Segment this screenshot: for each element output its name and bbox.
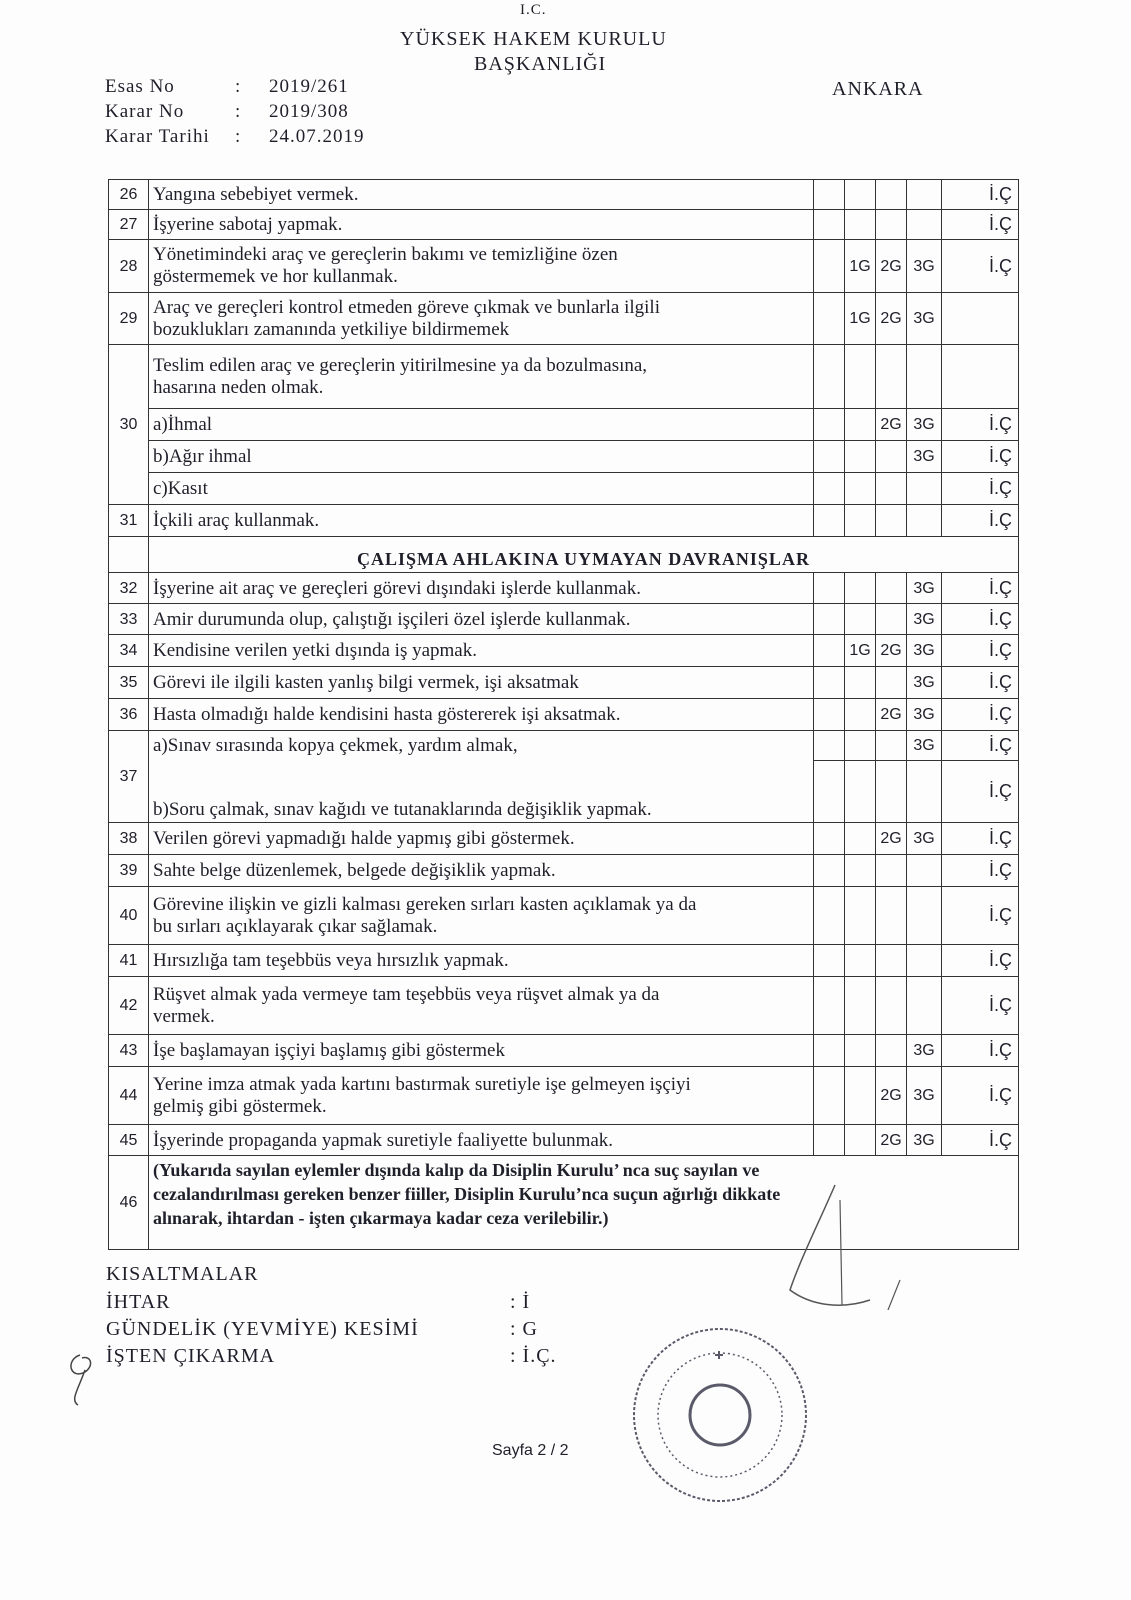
table-row bbox=[109, 635, 1019, 667]
row-text: Teslim edilen araç ve gereçlerin yitirilmesine ya da bozulmasına, hasarına neden olmak. bbox=[149, 345, 814, 409]
penalty-ic: İ.Ç bbox=[942, 855, 1019, 887]
table-row bbox=[109, 1035, 1019, 1067]
row-text: Yönetimindeki araç ve gereçlerin bakımı ve temizliğine özen göstermemek ve hor kullanmak. bbox=[149, 240, 814, 293]
row-text: b)Ağır ihmal bbox=[149, 441, 814, 473]
row-text: Görevine ilişkin ve gizli kalması gereken sırları kasten açıklamak ya da bu sırları açıklayarak çıkar sağlamak. bbox=[149, 887, 814, 945]
row-number: 44 bbox=[109, 1067, 149, 1125]
abbr-item: İHTAR : İ bbox=[106, 1291, 531, 1313]
row-text: c)Kasıt bbox=[149, 473, 814, 505]
table-row bbox=[109, 473, 1019, 505]
row-text: Verilen görevi yapmadığı halde yapmış gibi göstermek. bbox=[149, 823, 814, 855]
penalty-3g: 3G bbox=[907, 635, 942, 667]
penalty-ic: İ.Ç bbox=[942, 505, 1019, 537]
row-number: 35 bbox=[109, 667, 149, 699]
penalty-ic: İ.Ç bbox=[942, 210, 1019, 240]
row-text: Sahte belge düzenlemek, belgede değişiklik yapmak. bbox=[149, 855, 814, 887]
row-number: 27 bbox=[109, 210, 149, 240]
penalty-1g: 1G bbox=[845, 293, 876, 345]
penalty-3g: 3G bbox=[907, 823, 942, 855]
table-row bbox=[109, 1125, 1019, 1156]
table-row bbox=[109, 945, 1019, 977]
row-number: 41 bbox=[109, 945, 149, 977]
penalty-ic: İ.Ç bbox=[942, 1035, 1019, 1067]
penalty-ic: İ.Ç bbox=[942, 699, 1019, 731]
table-row bbox=[109, 855, 1019, 887]
penalty-2g: 2G bbox=[876, 1067, 907, 1125]
penalty-ic: İ.Ç bbox=[942, 945, 1019, 977]
row-number: 29 bbox=[109, 293, 149, 345]
row-text: a)Sınav sırasında kopya çekmek, yardım almak, bbox=[149, 731, 814, 761]
row-text: Yerine imza atmak yada kartını bastırmak suretiyle işe gelmeyen işçiyi gelmiş gibi göstermek. bbox=[149, 1067, 814, 1125]
table-row bbox=[109, 823, 1019, 855]
penalty-3g: 3G bbox=[907, 1035, 942, 1067]
penalty-2g: 2G bbox=[876, 823, 907, 855]
penalty-3g: 3G bbox=[907, 409, 942, 441]
page-number: Sayfa 2 / 2 bbox=[492, 1442, 569, 1459]
penalty-ic: İ.Ç bbox=[942, 761, 1019, 823]
row-number: 33 bbox=[109, 604, 149, 635]
table-row bbox=[109, 977, 1019, 1035]
penalty-2g: 2G bbox=[876, 635, 907, 667]
row-number: 39 bbox=[109, 855, 149, 887]
penalty-ic: İ.Ç bbox=[942, 1125, 1019, 1156]
penalty-ic: İ.Ç bbox=[942, 240, 1019, 293]
table-row bbox=[109, 240, 1019, 293]
city: ANKARA bbox=[832, 78, 924, 100]
penalty-3g: 3G bbox=[907, 731, 942, 761]
row-number: 37 bbox=[109, 731, 149, 823]
meta-karar-tarihi: Karar Tarihi : 24.07.2019 bbox=[105, 126, 365, 147]
row-text: Kendisine verilen yetki dışında iş yapmak. bbox=[149, 635, 814, 667]
penalty-table bbox=[108, 179, 1019, 1250]
penalty-ic: İ.Ç bbox=[942, 1067, 1019, 1125]
official-seal-icon bbox=[620, 1315, 820, 1515]
penalty-2g: 2G bbox=[876, 293, 907, 345]
row-text: İşyerine ait araç ve gereçleri görevi dışındaki işlerde kullanmak. bbox=[149, 573, 814, 604]
penalty-1g: 1G bbox=[845, 240, 876, 293]
row-text: Hırsızlığa tam teşebbüs veya hırsızlık yapmak. bbox=[149, 945, 814, 977]
penalty-3g: 3G bbox=[907, 699, 942, 731]
row-number: 26 bbox=[109, 180, 149, 210]
penalty-ic: İ.Ç bbox=[942, 473, 1019, 505]
table-row bbox=[109, 441, 1019, 473]
abbr-item: İŞTEN ÇIKARMA : İ.Ç. bbox=[106, 1345, 557, 1367]
penalty-3g: 3G bbox=[907, 240, 942, 293]
org-subtitle: BAŞKANLIĞI bbox=[474, 53, 607, 75]
penalty-ic: İ.Ç bbox=[942, 731, 1019, 761]
row-number: 28 bbox=[109, 240, 149, 293]
org-name: YÜKSEK HAKEM KURULU bbox=[400, 28, 667, 50]
penalty-ic: İ.Ç bbox=[942, 573, 1019, 604]
penalty-ic: İ.Ç bbox=[942, 667, 1019, 699]
row-number: 31 bbox=[109, 505, 149, 537]
penalty-3g: 3G bbox=[907, 604, 942, 635]
row-text: Araç ve gereçleri kontrol etmeden göreve çıkmak ve bunlarla ilgili bozuklukları zamanında yetkiliye bildirmemek bbox=[149, 293, 814, 345]
table-row bbox=[109, 604, 1019, 635]
row-text: Rüşvet almak yada vermeye tam teşebbüs veya rüşvet almak ya da vermek. bbox=[149, 977, 814, 1035]
row-text: Görevi ile ilgili kasten yanlış bilgi vermek, işi aksatmak bbox=[149, 667, 814, 699]
penalty-ic: İ.Ç bbox=[942, 441, 1019, 473]
row-text: Yangına sebebiyet vermek. bbox=[149, 180, 814, 210]
row-number: 34 bbox=[109, 635, 149, 667]
penalty-ic: İ.Ç bbox=[942, 180, 1019, 210]
penalty-ic: İ.Ç bbox=[942, 409, 1019, 441]
penalty-ic: İ.Ç bbox=[942, 823, 1019, 855]
penalty-ic: İ.Ç bbox=[942, 604, 1019, 635]
penalty-3g: 3G bbox=[907, 667, 942, 699]
row-text: Amir durumunda olup, çalıştığı işçileri özel işlerde kullanmak. bbox=[149, 604, 814, 635]
penalty-3g: 3G bbox=[907, 293, 942, 345]
row-number: 43 bbox=[109, 1035, 149, 1067]
row-text: Hasta olmadığı halde kendisini hasta göstererek işi aksatmak. bbox=[149, 699, 814, 731]
table-row bbox=[109, 409, 1019, 441]
row-number: 42 bbox=[109, 977, 149, 1035]
table-row bbox=[109, 761, 1019, 823]
penalty-ic: İ.Ç bbox=[942, 635, 1019, 667]
section-row bbox=[109, 537, 1019, 573]
row-number: 46 bbox=[109, 1156, 149, 1250]
row-number: 30 bbox=[109, 345, 149, 505]
row-number: 32 bbox=[109, 573, 149, 604]
header-top-line: I.C. bbox=[520, 2, 547, 18]
penalty-2g: 2G bbox=[876, 1125, 907, 1156]
row-text: a)İhmal bbox=[149, 409, 814, 441]
table-row bbox=[109, 699, 1019, 731]
section-heading: ÇALIŞMA AHLAKINA UYMAYAN DAVRANIŞLAR bbox=[149, 537, 1019, 573]
row-number: 38 bbox=[109, 823, 149, 855]
row-text: İşyerine sabotaj yapmak. bbox=[149, 210, 814, 240]
penalty-2g: 2G bbox=[876, 240, 907, 293]
table-row bbox=[109, 293, 1019, 345]
row-text: İşe başlamayan işçiyi başlamış gibi göstermek bbox=[149, 1035, 814, 1067]
abbr-item: GÜNDELİK (YEVMİYE) KESİMİ : G bbox=[106, 1318, 538, 1340]
handwritten-mark-icon bbox=[60, 1350, 120, 1410]
meta-karar-no: Karar No : 2019/308 bbox=[105, 101, 349, 122]
penalty-ic: İ.Ç bbox=[942, 887, 1019, 945]
table-row bbox=[109, 505, 1019, 537]
row-number: 40 bbox=[109, 887, 149, 945]
table-row bbox=[109, 667, 1019, 699]
table-row bbox=[109, 1067, 1019, 1125]
penalty-3g: 3G bbox=[907, 573, 942, 604]
row-text: İşyerinde propaganda yapmak suretiyle faaliyette bulunmak. bbox=[149, 1125, 814, 1156]
row-text: (Yukarıda sayılan eylemler dışında kalıp da Disiplin Kurulu’ nca suç sayılan ve cezalandırılması gereken benzer fiiller, Disiplin Kurulu’nca suçun ağırlığı dikkate alınarak, ihtardan - işten çıkarmaya kadar ceza verilebilir.) bbox=[149, 1156, 1019, 1250]
table-row bbox=[109, 731, 1019, 761]
table-row bbox=[109, 180, 1019, 210]
table-row bbox=[109, 887, 1019, 945]
row-number: 45 bbox=[109, 1125, 149, 1156]
row-text: İçkili araç kullanmak. bbox=[149, 505, 814, 537]
row-number: 36 bbox=[109, 699, 149, 731]
table-row bbox=[109, 345, 1019, 409]
meta-esas-no: Esas No : 2019/261 bbox=[105, 76, 349, 97]
table-row bbox=[109, 573, 1019, 604]
abbreviations-title: KISALTMALAR bbox=[106, 1263, 259, 1285]
table-row bbox=[109, 210, 1019, 240]
penalty-2g: 2G bbox=[876, 699, 907, 731]
penalty-ic: İ.Ç bbox=[942, 977, 1019, 1035]
penalty-1g: 1G bbox=[845, 635, 876, 667]
penalty-2g: 2G bbox=[876, 409, 907, 441]
penalty-3g: 3G bbox=[907, 1067, 942, 1125]
penalty-3g: 3G bbox=[907, 441, 942, 473]
signature-icon bbox=[780, 1180, 940, 1310]
row-text: b)Soru çalmak, sınav kağıdı ve tutanaklarında değişiklik yapmak. bbox=[149, 761, 814, 823]
penalty-3g: 3G bbox=[907, 1125, 942, 1156]
